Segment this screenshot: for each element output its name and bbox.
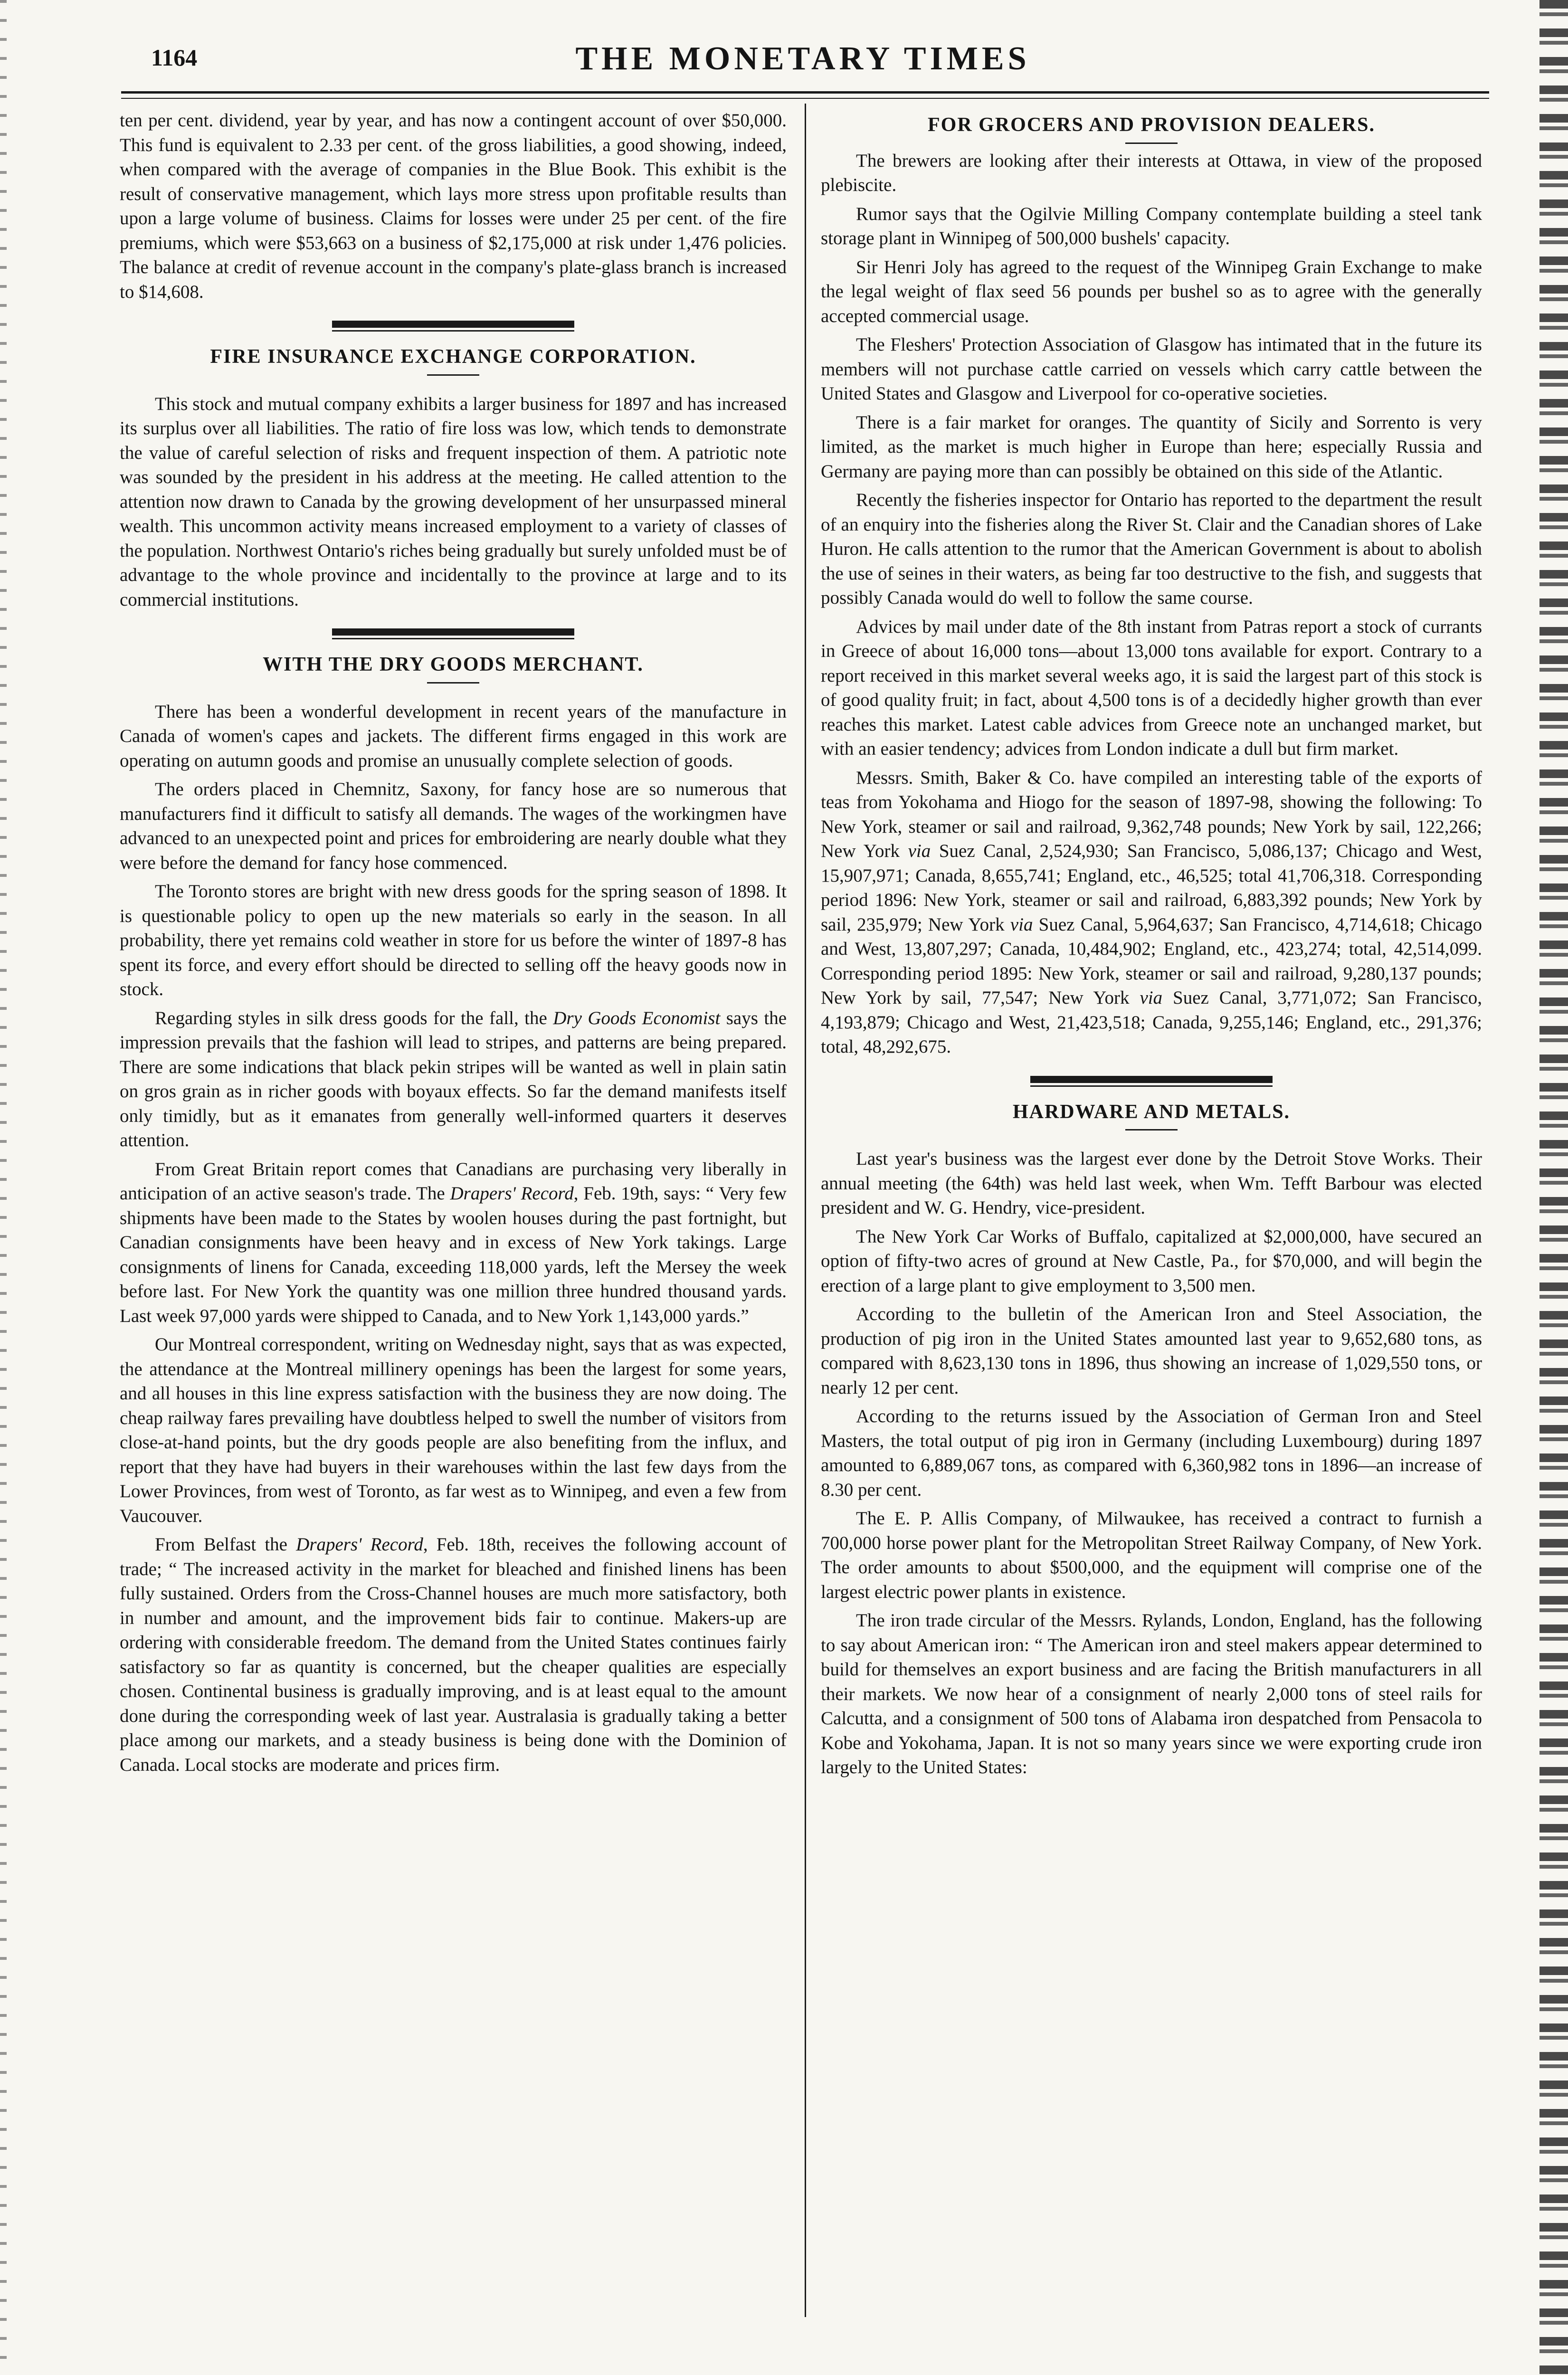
- text-run: , Feb. 18th, receives the following account of trade; “ The increased activity in the market for bleached and finished linens has been fully sustained. Orders from the Cross-Channel houses are much more satisfactory, both in number and amount, and the improvement bids fair to continue. Makers-up are ordering with considerable freedom. The demand from the United States continues fairly satisfactory so far as quantity is concerned, but the cheaper qualities are especially chosen. Continental business is gradually improving, and is at least equal to the amount done during the corresponding week of last year. Australasia is gradually taking a better place among our markets, and a steady business is being done with the Dominion of Canada. Local stocks are moderate and prices firm.: [120, 1534, 787, 1775]
- section-heading-dry-goods: WITH THE DRY GOODS MERCHANT.: [263, 654, 644, 675]
- publication-title: Drapers' Record: [296, 1534, 423, 1555]
- text-run: Suez Canal, 5,964,637; San Francisco, 4,714,618; Chicago and West, 13,807,297; Canada, 10,484,902; England, etc., 423,274; total, 42,514,099. Corresponding period 1895: New York, steamer or sail and railroad, 9,280,137 pounds; New York by sail, 77,547; New York: [821, 914, 1482, 1008]
- article-paragraph: Our Montreal correspondent, writing on Wednesday night, says that as was expected, the attendance at the Montreal millinery openings has been the largest for some years, and all houses in this line express satisfaction with the business they are now doing. The cheap railway fares prevailing have doubtless helped to swell the number of visitors from close-at-hand points, but the dry goods people are also benefiting from the influx, and report that they have had buyers in their warehouses within the last few days from the Lower Provinces, from west of Toronto, as far west as to Winnipeg, and even a few from Vaucouver.: [120, 1334, 787, 1526]
- page-number: 1164: [151, 44, 198, 71]
- article-paragraph: The Toronto stores are bright with new dress goods for the spring season of 1898. It is questionable policy to open up the new materials so early in the season. In all probability, there yet remains cold weather in store for us before the winter of 1897-8 has spent its force, and every effort should be directed to selling off the heavy goods now in stock.: [120, 881, 787, 999]
- article-paragraph: Sir Henri Joly has agreed to the request of the Winnipeg Grain Exchange to make the legal weight of flax seed 56 pounds per bushel so as to agree with the generally accepted commercial usage.: [821, 256, 1482, 326]
- thick-rule: [332, 628, 574, 636]
- left-column: [120, 108, 787, 1781]
- scan-edge-left: [0, 0, 7, 2375]
- header-rule-thick: [121, 91, 1489, 94]
- article-paragraph: Rumor says that the Ogilvie Milling Company contemplate building a steel tank storage plant in Winnipeg of 500,000 bushels' capacity.: [821, 203, 1482, 248]
- section-heading-hardware: HARDWARE AND METALS.: [1012, 1101, 1291, 1123]
- thin-rule: [332, 638, 574, 639]
- short-rule: [427, 682, 479, 684]
- article-paragraph: The E. P. Allis Company, of Milwaukee, has received a contract to furnish a 700,000 horse power plant for the Metropolitan Street Railway Company, of New York. The order amounts to about $500,000, and the equipment will comprise one of the largest electric power plants in existence.: [821, 1508, 1482, 1602]
- short-rule: [1125, 1129, 1178, 1130]
- masthead: THE MONETARY TIMES: [575, 40, 1030, 77]
- text-run: Suez Canal, 3,771,072; San Francisco, 4,193,879; Chicago and West, 21,423,518; Canada, 9,255,146; England, etc., 291,376; total, 48,292,675.: [821, 988, 1482, 1057]
- intro-paragraph: ten per cent. dividend, year by year, and has now a contingent account of over $50,000. This fund is equivalent to 2.33 per cent. of the gross liabilities, a good showing, indeed, when compared with the average of companies in the Blue Book. This exhibit is the result of conservative management, which lays more stress upon profitable results than upon a large volume of business. Claims for losses were under 25 per cent. of the fire premiums, which were $53,663 on a business of $2,175,000 at risk under 1,476 policies. The balance at credit of revenue account in the company's plate-glass branch is increased to $14,608.: [120, 110, 787, 302]
- article-paragraph: [120, 1006, 787, 1153]
- scan-edge-right: [1539, 0, 1568, 2375]
- article-paragraph: There is a fair market for oranges. The quantity of Sicily and Sorrento is very limited, as the market is much higher in Europe than here; especially Russia and Germany are paying more than can possibly be obtained on this side of the Atlantic.: [821, 412, 1482, 482]
- thin-rule: [1030, 1085, 1273, 1087]
- article-paragraph: Recently the fisheries inspector for Ontario has reported to the department the result of an enquiry into the fisheries along the River St. Clair and the Canadian shores of Lake Huron. He calls attention to the rumor that the American Government is about to abolish the use of seines in their waters, as being far too destructive to the fish, and suggests that possibly Canada would do well to follow the same course.: [821, 490, 1482, 608]
- article-paragraph: There has been a wonderful development in recent years of the manufacture in Canada of women's capes and jackets. The different firms engaged in this work are operating on autumn goods and promise an unusually complete selection of goods.: [120, 701, 787, 771]
- article-paragraph: [821, 766, 1482, 1059]
- section-separator: [821, 1064, 1482, 1147]
- article-paragraph: According to the bulletin of the American Iron and Steel Association, the production of pig iron in the United States amounted last year to 9,652,680 tons, as compared with 8,623,130 tons in 1896, thus showing an increase of 1,029,550 tons, or nearly 12 per cent.: [821, 1304, 1482, 1398]
- text-run: Messrs. Smith, Baker & Co. have compiled an interesting table of the exports of teas from Yokohama and Hiogo for the season of 1897-98, showing the following: To New York, steamer or sail and railroad, 9,362,748 pounds; New York by sail, 122,266; New York: [821, 767, 1482, 861]
- italic-via: via: [1140, 988, 1163, 1008]
- short-rule: [1125, 142, 1178, 144]
- article-paragraph: [120, 1157, 787, 1329]
- text-run: Regarding styles in silk dress goods for the fall, the: [155, 1007, 553, 1028]
- italic-via: via: [908, 841, 931, 861]
- article-paragraph: [120, 1532, 787, 1777]
- article-paragraph: The brewers are looking after their interests at Ottawa, in view of the proposed plebiscite.: [821, 150, 1482, 195]
- article-paragraph: Last year's business was the largest ever done by the Detroit Stove Works. Their annual meeting (the 64th) was held last week, when Wm. Tefft Barbour was elected president and W. G. Hendry, vice-president.: [821, 1149, 1482, 1218]
- column-divider: [805, 104, 806, 2317]
- article-paragraph: The Fleshers' Protection Association of Glasgow has intimated that in the future its members will not purchase cattle carried on vessels which carry cattle between the United States and Glasgow and Liverpool for co-operative societies.: [821, 334, 1482, 404]
- text-run: , Feb. 19th, says: “ Very few shipments have been made to the States by woolen houses during the past fortnight, but Canadian consignments have been heavy and in excess of New York takings. Large consignments of linens for Canada, exceeding 118,000 yards, left the Mersey the week before last. For New York the quantity was one million three hundred thousand yards. Last week 97,000 yards were shipped to Canada, and to New York 1,143,000 yards.”: [120, 1183, 787, 1326]
- thick-rule: [332, 321, 574, 328]
- text-run: From Belfast the: [155, 1534, 296, 1555]
- publication-title: Drapers' Record: [450, 1183, 574, 1204]
- article-paragraph: According to the returns issued by the Association of German Iron and Steel Masters, the total output of pig iron in Germany (including Luxembourg) during 1897 amounted to 6,889,067 tons, as compared with 6,360,982 tons in 1896—an increase of 8.30 per cent.: [821, 1406, 1482, 1500]
- article-paragraph: This stock and mutual company exhibits a larger business for 1897 and has increased its surplus over all liabilities. The ratio of fire loss was low, which tends to demonstrate the value of careful selection of risks and frequent inspection of them. A patriotic note was sounded by the president in his address at the meeting. He called attention to the attention now drawn to Canada by the growing development of her unsurpassed mineral wealth. This uncommon activity means increased employment to a variety of classes of the population. Northwest Ontario's riches being gradually but surely unfolded must be of advantage to the whole province and incidentally to the province at large and to its commercial institutions.: [120, 393, 787, 610]
- thin-rule: [332, 330, 574, 332]
- article-paragraph: Advices by mail under date of the 8th instant from Patras report a stock of currants in Greece of about 16,000 tons—about 13,000 tons available for export. Contrary to a report received in this market several weeks ago, it is said the largest part of this stock is of good quality fruit; in fact, about 4,500 tons is of a decidedly higher growth than ever reaches this market. Latest cable advices from Greece note an unchanged market, but with an easier tendency; advices from London indicate a dull but firm market.: [821, 616, 1482, 759]
- section-separator: [120, 308, 787, 392]
- publication-title: Dry Goods Economist: [553, 1007, 721, 1028]
- article-paragraph: The New York Car Works of Buffalo, capitalized at $2,000,000, have secured an option of fifty-two acres of ground at New Castle, Pa., for $70,000, and will begin the erection of a large plant to give employment to 3,500 men.: [821, 1226, 1482, 1296]
- article-paragraph: The orders placed in Chemnitz, Saxony, for fancy hose are so numerous that manufacturers find it difficult to satisfy all demands. The wages of the workingmen have advanced to an unexpected point and prices for embroidering are nearly double what they were before the demand for fancy hose commenced.: [120, 779, 787, 873]
- text-run: From Great Britain report comes that Canadians are purchasing very liberally in anticipation of an active season's trade. The: [120, 1159, 787, 1204]
- article-paragraph: The iron trade circular of the Messrs. Rylands, London, England, has the following to say about American iron: “ The American iron and steel makers appear determined to build for themselves an export business and are facing the British manufacturers in all their markets. We now hear of a consignment of nearly 2,000 tons of steel rails for Calcutta, and a consignment of 500 tons of Alabama iron despatched from Pensacola to Kobe and Yokohama, Japan. It is not so many years since we were exporting crude iron largely to the United States:: [821, 1610, 1482, 1777]
- thick-rule: [1030, 1076, 1273, 1083]
- header-rule-thin: [121, 98, 1489, 99]
- section-heading-fire-insurance: FIRE INSURANCE EXCHANGE CORPORATION.: [210, 346, 696, 368]
- section-separator: [120, 616, 787, 700]
- italic-via: via: [1010, 914, 1033, 935]
- short-rule: [427, 374, 479, 376]
- right-column: [821, 108, 1482, 1784]
- text-run: Suez Canal, 2,524,930; San Francisco, 5,086,137; Chicago and West, 15,907,971; Canada, 8,655,741; England, etc., 46,525; total 41,706,318. Corresponding period 1896: New York, steamer or sail and railroad, 6,883,392 pounds; New York by sail, 235,979; New York: [821, 841, 1482, 935]
- section-heading-grocers: FOR GROCERS AND PROVISION DEALERS.: [928, 114, 1375, 136]
- text-run: says the impression prevails that the fashion will lead to stripes, and patterns are being prepared. There are some indications that black pekin stripes will be wanted as well in plain satin on gros grain as in richer goods with boyaux effects. So far the demand manifests itself only timidly, but as it emanates from generally well-informed quarters it deserves attention.: [120, 1007, 787, 1150]
